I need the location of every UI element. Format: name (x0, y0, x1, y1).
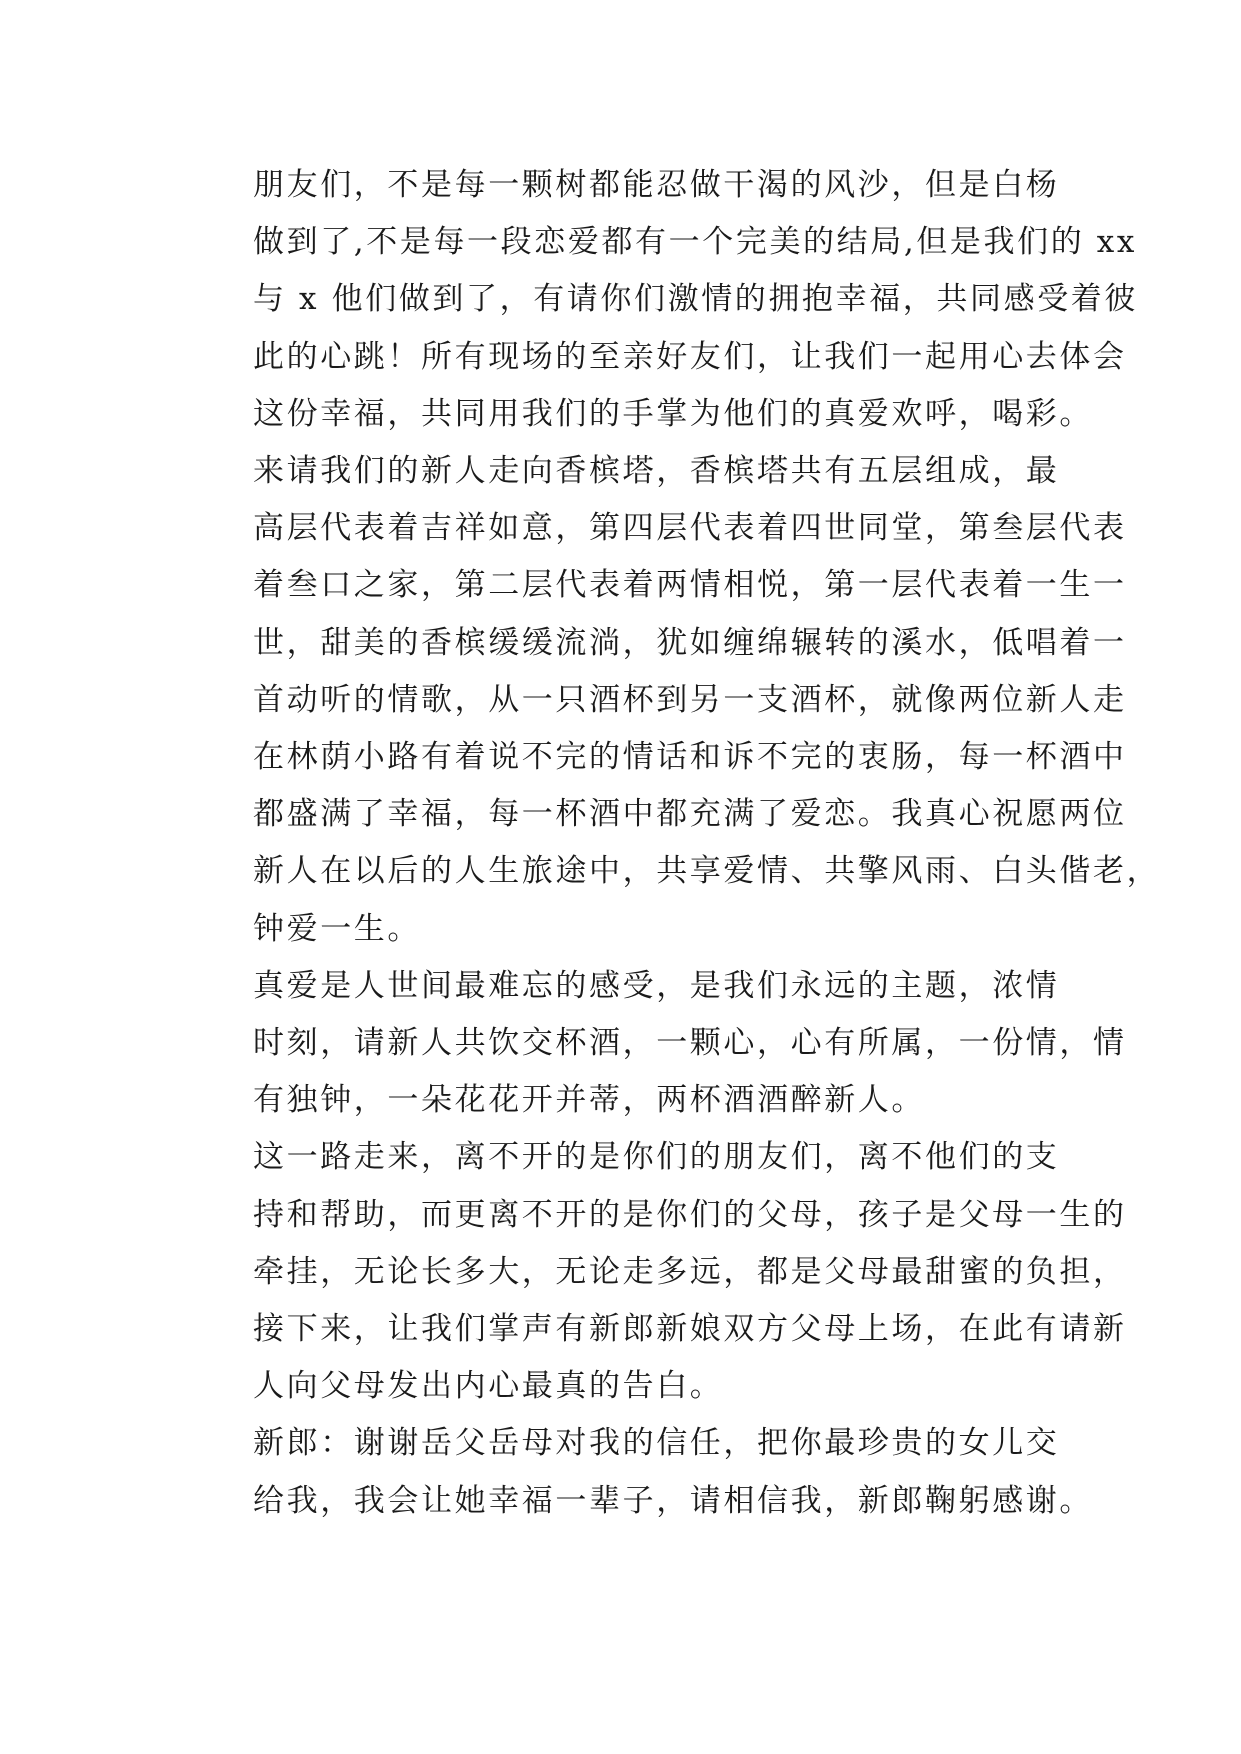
text-line: 时刻，请新人共饮交杯酒，一颗心，心有所属，一份情，情 (253, 1025, 1127, 1062)
paragraph-3 (191, 958, 1127, 1130)
paragraph-1 (191, 157, 1138, 443)
paragraph-2 (191, 443, 1161, 958)
text-line: 与 x 他们做到了，有请你们激情的拥抱幸福，共同感受着彼 (253, 281, 1138, 318)
text-line: 来请我们的新人走向香槟塔，香槟塔共有五层组成，最 (253, 453, 1060, 490)
text-line: 钟爱一生。 (253, 910, 421, 947)
text-line: 这份幸福，共同用我们的手掌为他们的真爱欢呼，喝彩。 (253, 395, 1093, 432)
text-line: 有独钟，一朵花花开并蒂，两杯酒酒醉新人。 (253, 1082, 925, 1119)
text-line: 持和帮助，而更离不开的是你们的父母，孩子是父母一生的 (253, 1196, 1127, 1233)
text-line: 这一路走来，离不开的是你们的朋友们，离不他们的支 (253, 1139, 1060, 1176)
text-line: 新人在以后的人生旅途中，共享爱情、共擎风雨、白头偕老， (253, 853, 1161, 890)
text-line: 新郎：谢谢岳父岳母对我的信任，把你最珍贵的女儿交 (253, 1425, 1060, 1462)
text-line: 朋友们，不是每一颗树都能忍做干渴的风沙，但是白杨 (253, 167, 1060, 203)
text-line: 牵挂，无论长多大，无论走多远，都是父母最甜蜜的负担， (253, 1253, 1127, 1290)
text-line: 此的心跳！所有现场的至亲好友们，让我们一起用心去体会 (253, 338, 1127, 375)
text-line: 做到了,不是每一段恋爱都有一个完美的结局,但是我们的 xx (253, 224, 1137, 261)
text-line: 接下来，让我们掌声有新郎新娘双方父母上场，在此有请新 (253, 1311, 1127, 1348)
text-line: 都盛满了幸福，每一杯酒中都充满了爱恋。我真心祝愿两位 (253, 796, 1127, 833)
text-line: 给我，我会让她幸福一辈子，请相信我，新郎鞠躬感谢。 (253, 1482, 1093, 1519)
text-line: 首动听的情歌，从一只酒杯到另一支酒杯，就像两位新人走 (253, 681, 1127, 718)
paragraph-4 (191, 1129, 1127, 1415)
document-body (191, 157, 1161, 1530)
text-line: 着叁口之家，第二层代表着两情相悦，第一层代表着一生一 (253, 567, 1127, 604)
paragraph-5 (191, 1415, 1093, 1529)
text-line: 在林荫小路有着说不完的情话和诉不完的衷肠，每一杯酒中 (253, 739, 1127, 776)
text-line: 世，甜美的香槟缓缓流淌，犹如缠绵辗转的溪水，低唱着一 (253, 624, 1127, 661)
text-line: 真爱是人世间最难忘的感受，是我们永远的主题，浓情 (253, 967, 1060, 1004)
text-line: 高层代表着吉祥如意，第四层代表着四世同堂，第叁层代表 (253, 510, 1127, 547)
text-line: 人向父母发出内心最真的告白。 (253, 1368, 724, 1405)
